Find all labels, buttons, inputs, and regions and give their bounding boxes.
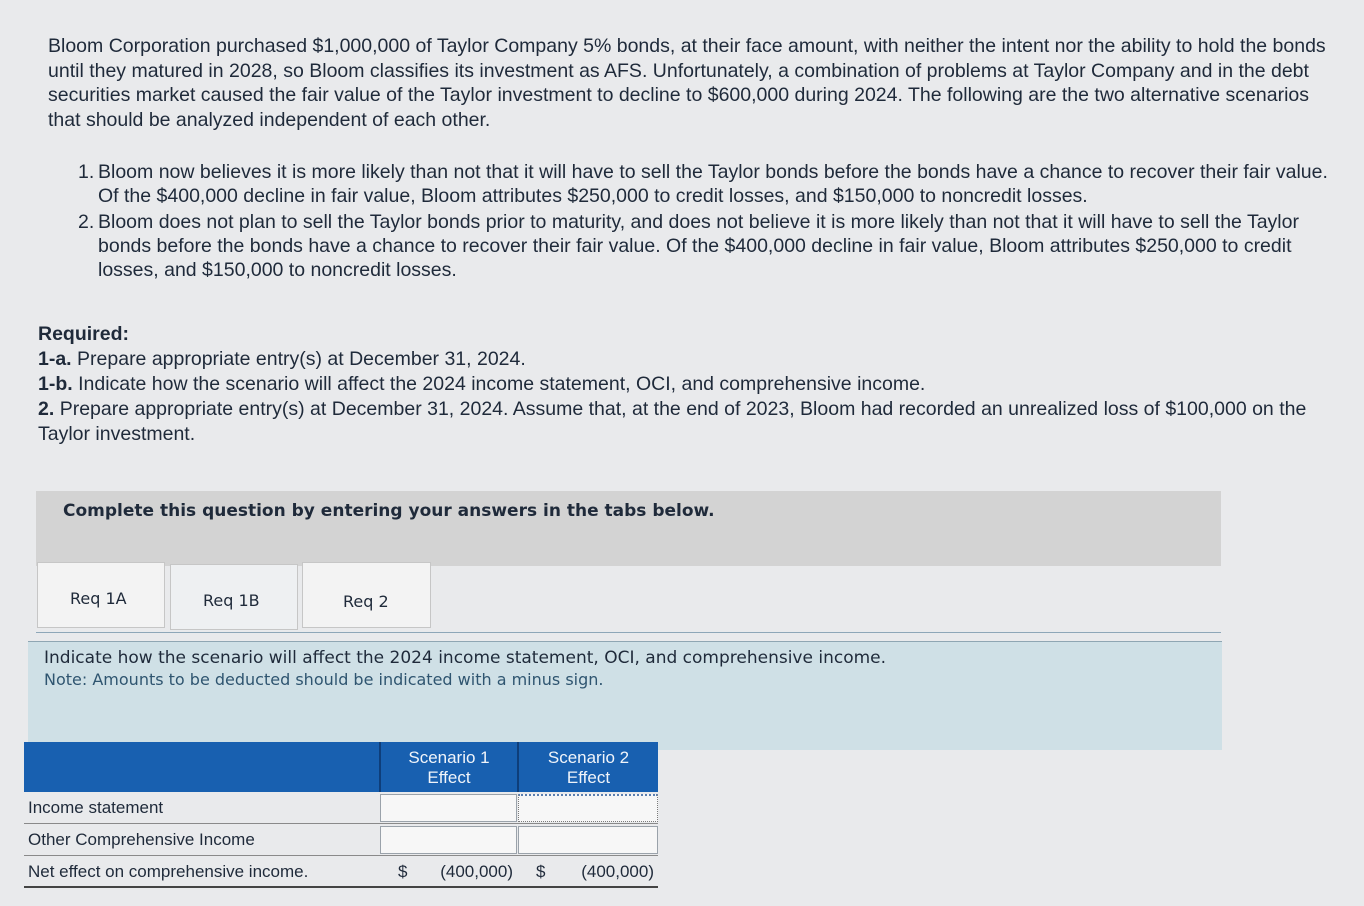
row-label: Income statement [28, 798, 164, 817]
net-effect-scenario-2 [532, 856, 658, 888]
required-section [38, 322, 1328, 447]
column-header-scenario-1: Scenario 1 Effect [408, 748, 490, 787]
required-item-label: 2. [38, 398, 55, 420]
required-item [38, 397, 1328, 447]
table-header [24, 742, 658, 792]
scenario-text: Bloom does not plan to sell the Taylor bonds prior to maturity, and does not believe it is more likely than not that it will have to sell the Taylor bonds before the bonds have a chance to recover their fair value. Of the $400,000 decline in fair value, Bloom attributes $250,000 to credit losses, and $150,000 to noncredit losses. [98, 211, 1299, 281]
instruction-text: Complete this question by entering your answers in the tabs below. [63, 501, 715, 521]
currency-symbol: $ [536, 862, 546, 881]
required-item-text: Prepare appropriate entry(s) at December 31, 2024. [77, 348, 526, 370]
instruction-banner [36, 491, 1221, 566]
amount-value: (400,000) [440, 862, 513, 881]
tab-label: Req 1B [203, 591, 260, 610]
table-row [24, 856, 658, 888]
scenario-item [78, 210, 1338, 282]
tab-bar [37, 562, 437, 632]
required-item-text: Prepare appropriate entry(s) at December 31, 2024. Assume that, at the end of 2023, Bloom had recorded an unrealized loss of $100,000 on the Taylor investment. [38, 398, 1307, 445]
tab-req-1a[interactable] [37, 562, 165, 628]
income-statement-scenario-1-input[interactable] [380, 794, 517, 822]
tab-req-2[interactable] [302, 562, 431, 628]
tab-label: Req 2 [343, 592, 389, 611]
panel-note: Note: Amounts to be deducted should be indicated with a minus sign. [44, 670, 604, 689]
oci-scenario-2-input[interactable] [518, 826, 658, 854]
row-label: Other Comprehensive Income [28, 830, 255, 849]
required-item-text: Indicate how the scenario will affect the 2024 income statement, OCI, and comprehensive income. [78, 373, 926, 395]
net-effect-scenario-1 [394, 856, 517, 888]
scenario-item [78, 160, 1338, 208]
problem-intro: Bloom Corporation purchased $1,000,000 of Taylor Company 5% bonds, at their face amount, with neither the intent nor the ability to hold the bonds until they matured in 2028, so Bloom classifies its investment as AFS. Unfortunately, a combination of problems at Taylor Company and in the debt securities market caused the fair value of the Taylor investment to decline to $600,000 during 2024. The following are the two alternative scenarios that should be analyzed independent of each other. [48, 35, 1326, 131]
row-label: Net effect on comprehensive income. [28, 862, 309, 881]
column-header-scenario-2: Scenario 2 Effect [547, 748, 630, 787]
scenario-list [78, 160, 1338, 284]
question-panel [28, 641, 1222, 750]
scenario-number: 2. [78, 211, 95, 233]
table-row [24, 824, 658, 856]
required-item-label: 1-a. [38, 348, 72, 370]
panel-instruction: Indicate how the scenario will affect the 2024 income statement, OCI, and comprehensive income. [44, 648, 887, 668]
oci-scenario-1-input[interactable] [380, 826, 517, 854]
tab-divider [36, 632, 1221, 633]
amount-value: (400,000) [581, 862, 654, 881]
currency-symbol: $ [398, 862, 408, 881]
tab-label: Req 1A [70, 589, 127, 608]
income-statement-scenario-2-input[interactable] [518, 794, 658, 822]
required-item-label: 1-b. [38, 373, 73, 395]
scenario-number: 1. [78, 161, 95, 183]
required-item [38, 372, 1328, 397]
required-item [38, 347, 1328, 372]
table-row [24, 792, 658, 824]
tab-req-1b[interactable] [170, 564, 298, 630]
required-heading: Required: [38, 323, 130, 345]
scenario-text: Bloom now believes it is more likely than not that it will have to sell the Taylor bonds before the bonds have a chance to recover their fair value. Of the $400,000 decline in fair value, Bloom attributes $250,000 to credit losses, and $150,000 to noncredit losses. [98, 161, 1328, 207]
